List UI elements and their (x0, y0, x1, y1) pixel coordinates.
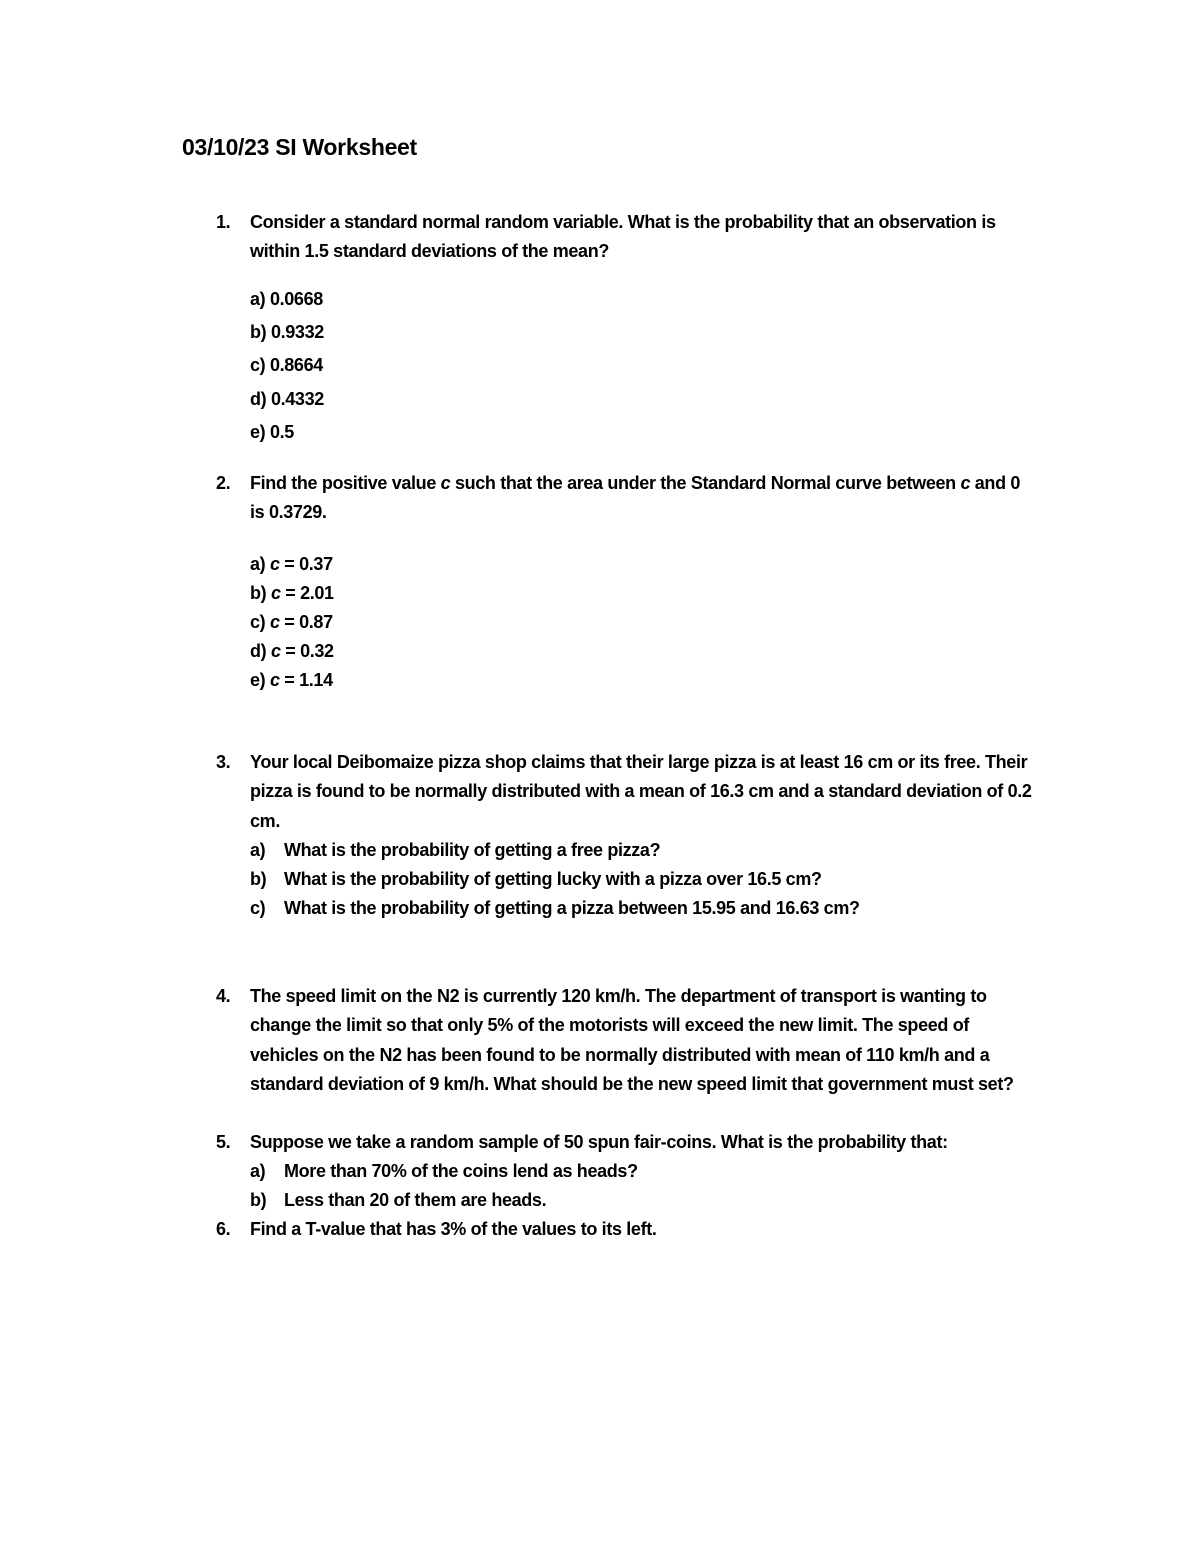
part-label: b) (250, 869, 267, 889)
option-a: a) 0.0668 (250, 289, 323, 309)
question-text: Consider a standard normal random variable. What is the probability that an observation is within 1.5 standard deviations of the mean? (250, 212, 996, 262)
question-number: 5. (216, 1132, 231, 1152)
question-5-part-a (250, 1157, 638, 1186)
option-b: b) 0.9332 (250, 322, 324, 343)
question-3-part-b (250, 865, 822, 894)
question-number: 1. (216, 212, 231, 232)
question-2 (216, 469, 1036, 528)
option-d: d) c = 0.32 (250, 640, 334, 661)
option-d: d) 0.4332 (250, 388, 324, 409)
question-number: 4. (216, 986, 231, 1006)
part-text: What is the probability of getting a pizza between 15.95 and 16.63 cm? (284, 898, 860, 918)
part-text: More than 70% of the coins lend as heads? (284, 1161, 638, 1181)
part-label: b) (250, 1190, 267, 1210)
question-4 (216, 982, 1036, 1099)
question-3-part-a (250, 836, 660, 865)
part-text: What is the probability of getting lucky with a pizza over 16.5 cm? (284, 869, 822, 889)
question-1 (216, 208, 1036, 267)
part-label: c) (250, 898, 266, 918)
question-1-options (250, 283, 324, 449)
question-text: The speed limit on the N2 is currently 120 km/h. The department of transport is wanting to change the limit so that only 5% of the motorists will exceed the new limit. The speed of vehicles on the N2 has been found to be normally distributed with mean of 110 km/h and a standard deviation of 9 km/h. What should be the new speed limit that government must set? (250, 986, 1014, 1094)
option-c: c) 0.8664 (250, 355, 323, 376)
part-text: Less than 20 of them are heads. (284, 1190, 547, 1210)
question-6 (216, 1215, 1036, 1244)
option-c: c) c = 0.87 (250, 611, 333, 632)
question-number: 2. (216, 473, 231, 493)
question-text: Suppose we take a random sample of 50 spun fair-coins. What is the probability that: (250, 1132, 948, 1152)
worksheet-title: 03/10/23 SI Worksheet (182, 134, 417, 160)
part-label: a) (250, 1161, 266, 1181)
question-text: Find the positive value c such that the area under the Standard Normal curve between c and 0 is 0.3729. (250, 473, 1021, 523)
option-b: b) c = 2.01 (250, 582, 334, 603)
option-a: a) c = 0.37 (250, 554, 333, 574)
option-e: e) 0.5 (250, 421, 294, 442)
question-number: 3. (216, 752, 231, 772)
question-text: Your local Deibomaize pizza shop claims that their large pizza is at least 16 cm or its free. Their pizza is found to be normally distributed with a mean of 16.3 cm and a standard deviation of 0.2 cm. (250, 752, 1032, 831)
question-number: 6. (216, 1219, 231, 1239)
part-label: a) (250, 840, 266, 860)
question-2-options (250, 550, 334, 695)
part-text: What is the probability of getting a free pizza? (284, 840, 661, 860)
question-text: Find a T-value that has 3% of the values to its left. (250, 1219, 657, 1239)
question-5-part-b (250, 1186, 546, 1215)
question-5 (216, 1128, 1036, 1157)
option-e: e) c = 1.14 (250, 669, 333, 690)
question-3 (216, 748, 1036, 836)
question-3-part-c (250, 894, 860, 923)
